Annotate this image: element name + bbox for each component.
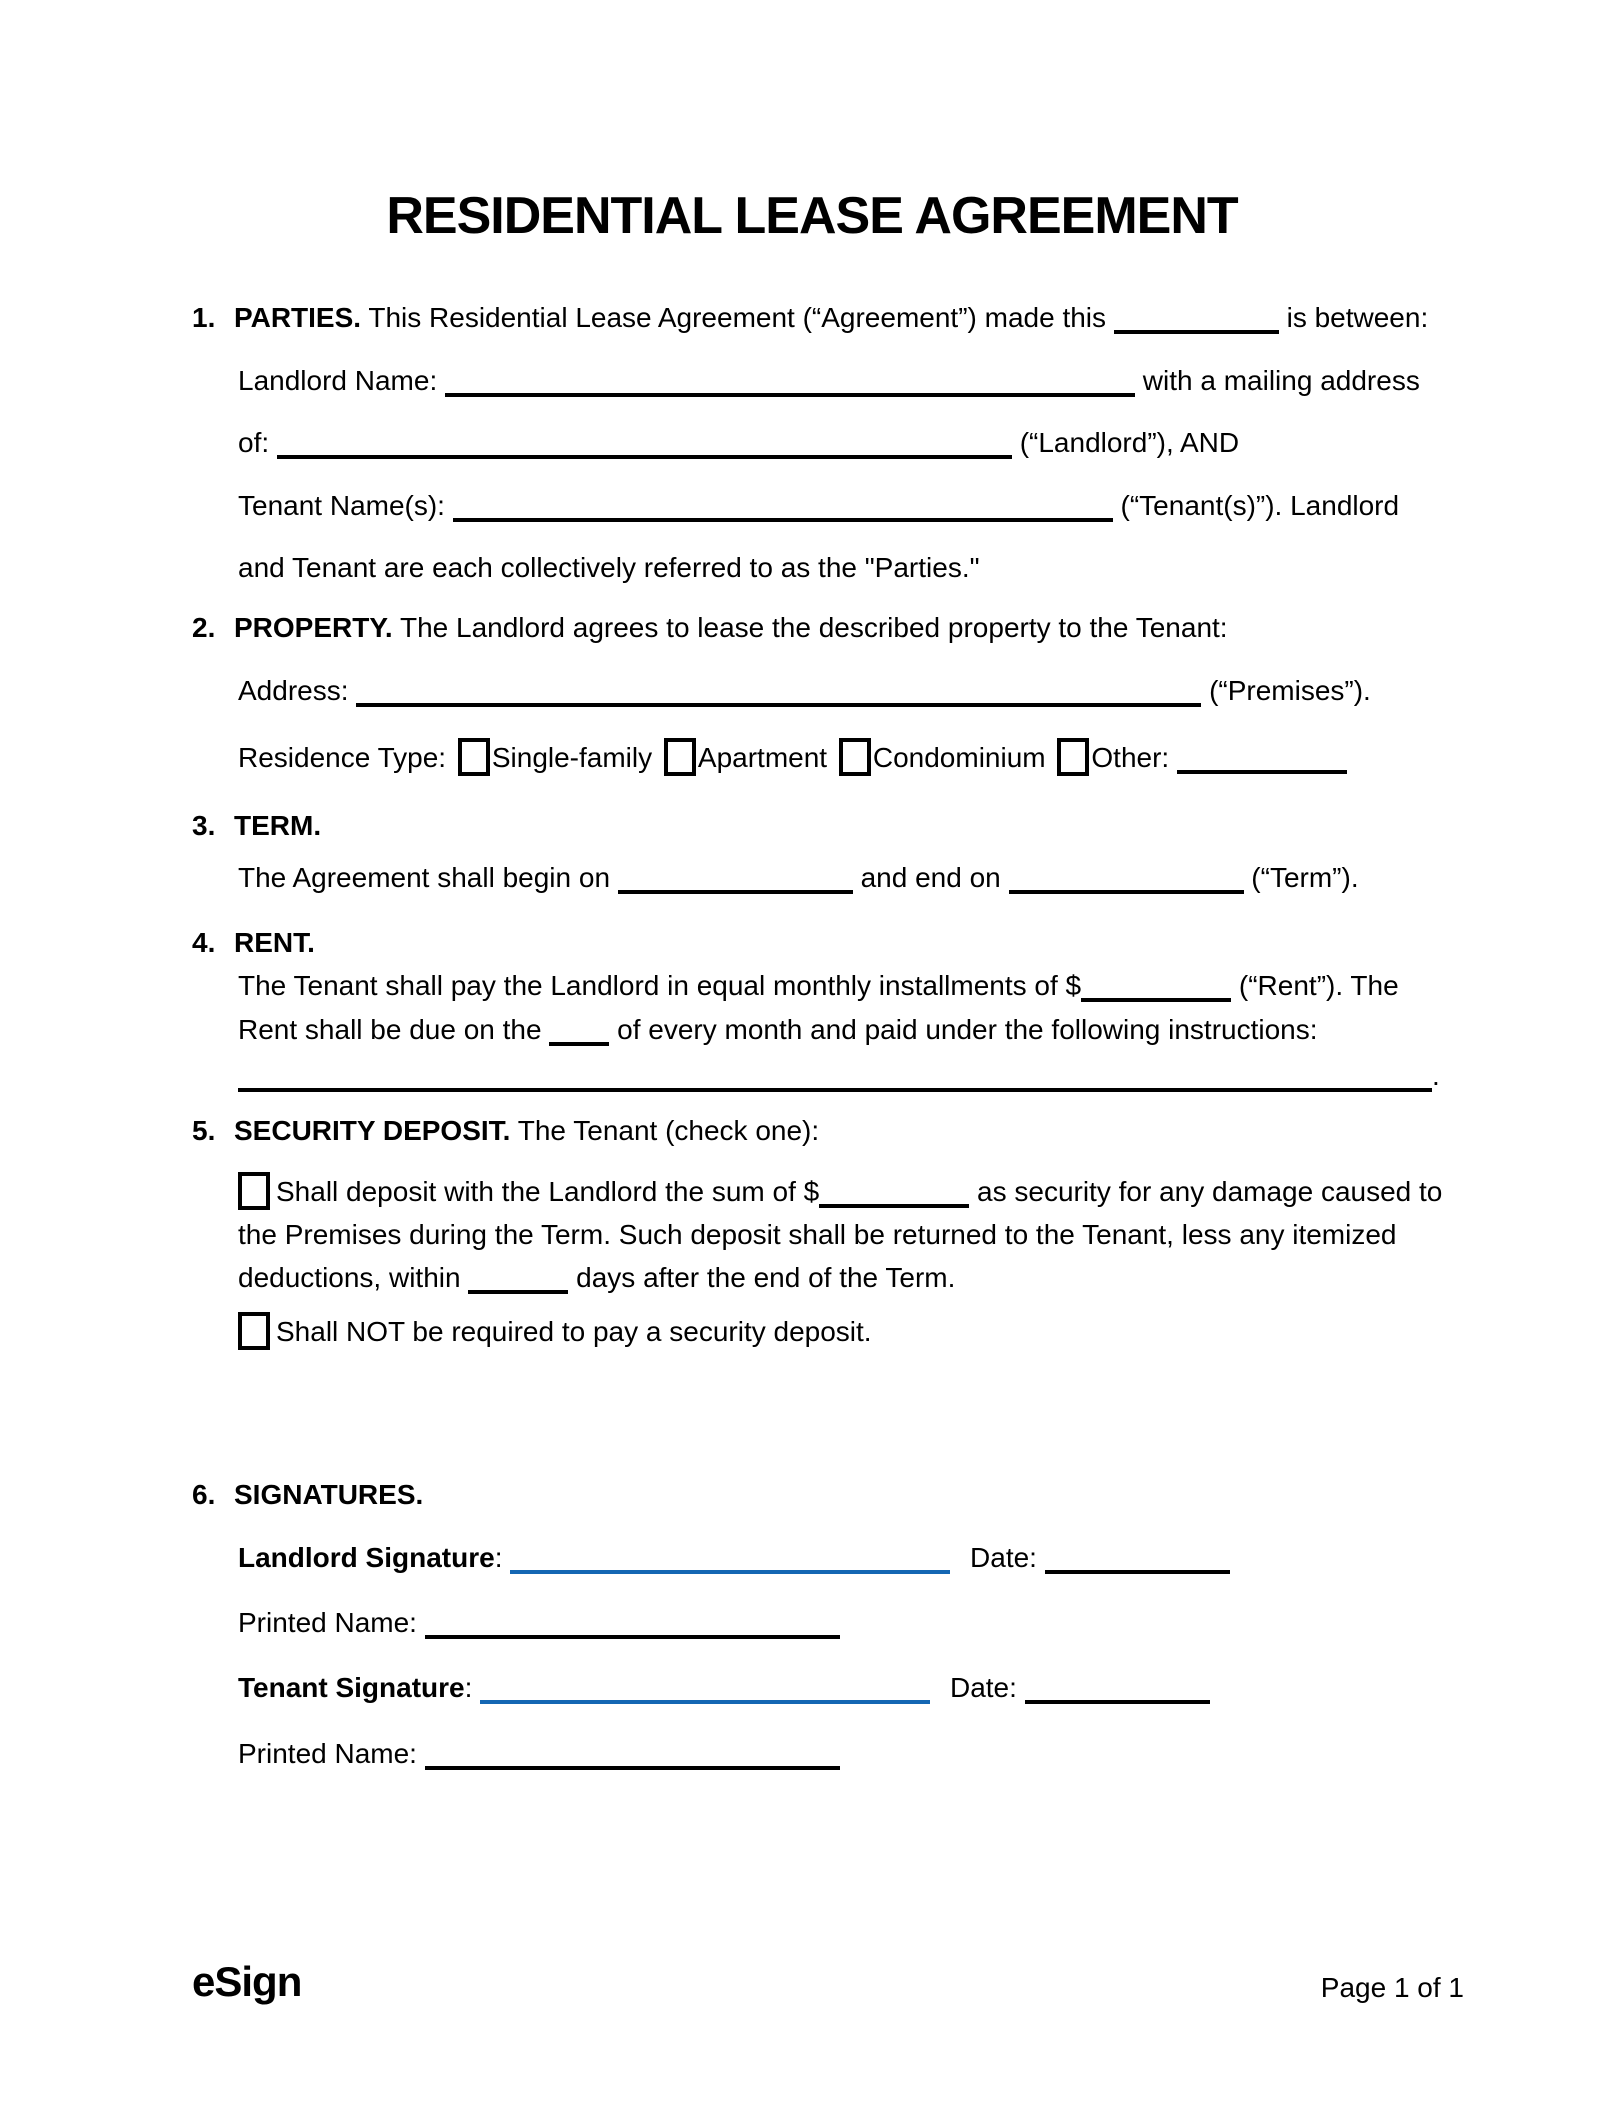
residence-type-label: Residence Type:: [238, 742, 447, 773]
rent-heading: RENT.: [234, 927, 315, 958]
property-address-line: [238, 673, 1464, 709]
tenant-name-field[interactable]: [453, 490, 1113, 522]
property-intro-text: The Landlord agrees to lease the described property to the Tenant:: [399, 612, 1228, 643]
landlord-printed-name-field[interactable]: [425, 1607, 840, 1639]
property-address-field[interactable]: [356, 675, 1201, 707]
term-end-text: (“Term”).: [1251, 862, 1359, 893]
landlord-name-field[interactable]: [445, 365, 1135, 397]
landlord-signature-label: Landlord Signature: [238, 1542, 495, 1573]
tenant-printed-name-label: Printed Name:: [238, 1738, 417, 1769]
term-begin-text: The Agreement shall begin on: [238, 862, 611, 893]
tenant-signature-label: Tenant Signature: [238, 1672, 465, 1703]
parties-intro-line: [192, 300, 1464, 336]
deposit-option-2-text: Shall NOT be required to pay a security deposit.: [276, 1316, 872, 1347]
landlord-address-line: [238, 425, 1464, 461]
deposit-amount-field[interactable]: [819, 1176, 969, 1208]
rent-due-before-text: Rent shall be due on the: [238, 1014, 542, 1045]
esign-logo: eSign: [192, 1958, 302, 2005]
property-heading: PROPERTY.: [234, 612, 393, 643]
rent-amount-field[interactable]: [1081, 970, 1231, 1002]
landlord-address-label: of:: [238, 427, 270, 458]
residence-type-line: [238, 738, 1464, 776]
landlord-signature-field[interactable]: [510, 1542, 950, 1574]
landlord-address-field[interactable]: [277, 427, 1012, 459]
payment-instructions-period: .: [1432, 1060, 1440, 1091]
security-deposit-section-number: 5.: [192, 1115, 216, 1146]
property-section-number: 2.: [192, 612, 216, 643]
parties-intro-text: This Residential Lease Agreement (“Agreement”) made this: [368, 302, 1107, 333]
tenant-printed-name-line: [238, 1736, 1464, 1772]
other-checkbox[interactable]: [1057, 738, 1089, 776]
term-dates-line: [238, 860, 1464, 896]
apartment-checkbox[interactable]: [664, 738, 696, 776]
other-label: Other:: [1091, 742, 1170, 773]
property-address-label: Address:: [238, 675, 349, 706]
tenant-signature-line: [238, 1670, 1464, 1706]
parties-closing-text: and Tenant are each collectively referred to as the "Parties.": [238, 552, 980, 583]
property-address-after-text: (“Premises”).: [1209, 675, 1371, 706]
deposit-not-required-checkbox[interactable]: [238, 1312, 270, 1350]
deposit-option-1-after-text: as security for any damage caused to the Premises during the Term. Such deposit shall be returned to the Tenant, less any itemized deductions, within: [238, 1176, 1443, 1293]
landlord-name-label: Landlord Name:: [238, 365, 438, 396]
document-title: RESIDENTIAL LEASE AGREEMENT: [386, 187, 1238, 245]
rent-amount-line: [238, 968, 1464, 1004]
agreement-date-field[interactable]: [1114, 302, 1279, 334]
deposit-option-1-end-text: days after the end of the Term.: [576, 1262, 956, 1293]
signatures-section-number: 6.: [192, 1479, 216, 1510]
property-heading-line: [192, 610, 1464, 646]
security-deposit-intro-text: The Tenant (check one):: [517, 1115, 820, 1146]
tenant-printed-name-field[interactable]: [425, 1738, 840, 1770]
parties-closing-line: [238, 550, 1464, 586]
rent-due-after-text: of every month and paid under the following instructions:: [617, 1014, 1318, 1045]
parties-intro-after-text: is between:: [1286, 302, 1429, 333]
term-start-date-field[interactable]: [618, 862, 853, 894]
parties-heading: PARTIES.: [234, 302, 362, 333]
landlord-printed-name-label: Printed Name:: [238, 1607, 417, 1638]
term-middle-text: and end on: [860, 862, 1001, 893]
landlord-signature-colon: :: [494, 1542, 503, 1573]
page-number: Page 1 of 1: [1320, 1972, 1464, 2003]
rent-section-number: 4.: [192, 927, 216, 958]
signatures-heading: SIGNATURES.: [234, 1479, 424, 1510]
rent-heading-line: [192, 925, 1464, 961]
rent-amount-before-text: The Tenant shall pay the Landlord in equal monthly installments of $: [238, 970, 1082, 1001]
tenant-date-label: Date:: [949, 1672, 1017, 1703]
security-deposit-heading: SECURITY DEPOSIT.: [234, 1115, 511, 1146]
deposit-return-days-field[interactable]: [468, 1262, 568, 1294]
condominium-label: Condominium: [872, 742, 1046, 773]
rent-amount-after-text: (“Rent”). The: [1238, 970, 1399, 1001]
deposit-required-checkbox[interactable]: [238, 1172, 270, 1210]
payment-instructions-line: [238, 1058, 1464, 1094]
tenant-date-field[interactable]: [1025, 1672, 1210, 1704]
parties-section-number: 1.: [192, 302, 216, 333]
condominium-checkbox[interactable]: [839, 738, 871, 776]
landlord-signature-line: [238, 1540, 1464, 1576]
landlord-address-after-text: (“Landlord”), AND: [1019, 427, 1240, 458]
landlord-printed-name-line: [238, 1605, 1464, 1641]
deposit-option-1: [238, 1170, 1462, 1299]
tenant-name-line: [238, 488, 1464, 524]
tenant-signature-colon: :: [464, 1672, 473, 1703]
term-section-number: 3.: [192, 810, 216, 841]
apartment-label: Apartment: [697, 742, 828, 773]
rent-due-line: [238, 1012, 1464, 1048]
deposit-option-1-before-text: Shall deposit with the Landlord the sum of $: [276, 1176, 820, 1207]
landlord-date-label: Date:: [970, 1542, 1037, 1573]
security-deposit-heading-line: [192, 1113, 1464, 1149]
single-family-label: Single-family: [491, 742, 653, 773]
deposit-option-2: [238, 1312, 1464, 1350]
tenant-signature-field[interactable]: [480, 1672, 930, 1704]
payment-instructions-field[interactable]: [238, 1060, 1432, 1092]
term-heading-line: [192, 808, 1464, 844]
other-residence-field[interactable]: [1177, 742, 1347, 774]
tenant-name-label: Tenant Name(s):: [238, 490, 445, 521]
landlord-name-after-text: with a mailing address: [1142, 365, 1420, 396]
landlord-date-field[interactable]: [1045, 1542, 1230, 1574]
term-heading: TERM.: [234, 810, 322, 841]
signatures-heading-line: [192, 1477, 1464, 1513]
tenant-name-after-text: (“Tenant(s)”). Landlord: [1120, 490, 1400, 521]
term-end-date-field[interactable]: [1009, 862, 1244, 894]
landlord-name-line: [238, 363, 1464, 399]
rent-due-day-field[interactable]: [549, 1014, 609, 1046]
single-family-checkbox[interactable]: [458, 738, 490, 776]
